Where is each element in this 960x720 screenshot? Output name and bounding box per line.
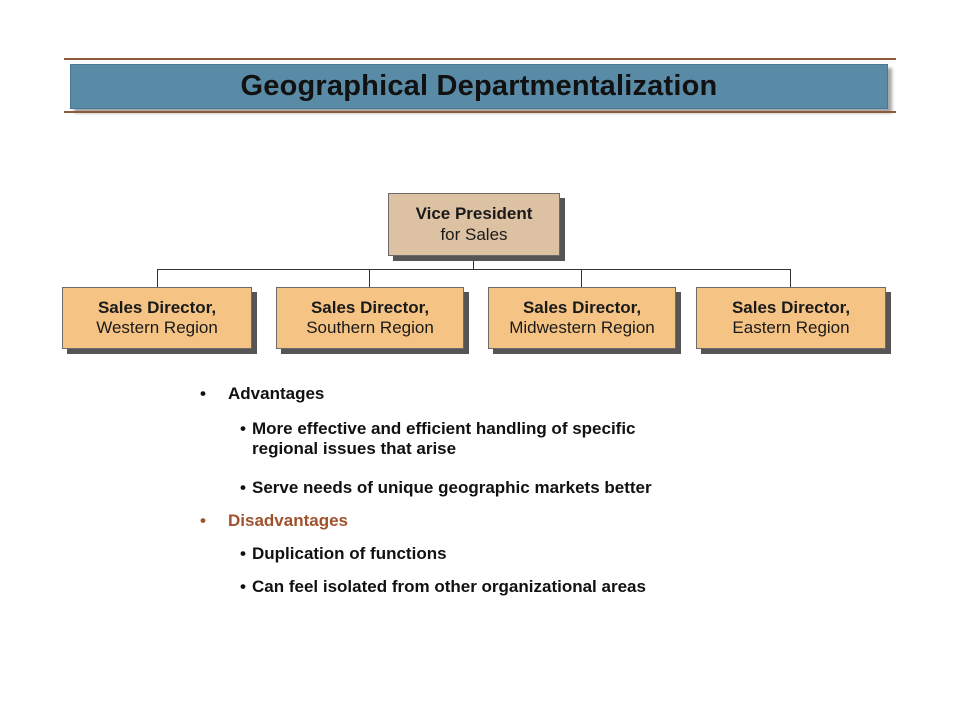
title-bar (70, 64, 888, 109)
bullet-disadvantages (200, 511, 348, 531)
slide-title: Geographical Departmentalization (240, 70, 718, 102)
connector-horizontal (157, 269, 791, 270)
bullet-heading: Advantages (228, 384, 325, 403)
bullet-dot: • (240, 577, 246, 596)
org-box-western (62, 287, 252, 349)
bullet-text: Duplication of functions (252, 544, 447, 563)
bullet-text-continued: regional issues that arise (252, 439, 457, 458)
title-top-rule (64, 58, 896, 60)
connector-east (790, 269, 791, 287)
bullet-dot: • (240, 544, 246, 563)
bullet-dot: • (240, 478, 246, 497)
title-bottom-rule (64, 111, 896, 113)
org-box-line1: Sales Director, (731, 297, 851, 317)
org-box-eastern (696, 287, 886, 349)
org-box-line1: Sales Director, (522, 297, 642, 317)
bullet-disadvantage-item (240, 577, 646, 597)
org-box-line1: Sales Director, (310, 297, 430, 317)
org-box-line2: Southern Region (306, 318, 434, 337)
connector-midwest (581, 269, 582, 287)
bullet-disadvantage-item (240, 544, 447, 564)
org-box-line2: Eastern Region (732, 318, 850, 337)
bullet-heading: Disadvantages (228, 511, 348, 530)
org-box-line2: for Sales (440, 224, 508, 244)
bullet-text: Can feel isolated from other organizational areas (252, 577, 646, 596)
connector-south (369, 269, 370, 287)
org-box-line2: Midwestern Region (509, 318, 655, 337)
connector-west (157, 269, 158, 287)
bullet-dot: • (200, 511, 206, 530)
bullet-text: More effective and efficient handling of specific (252, 419, 636, 438)
bullet-advantage-item (240, 478, 652, 498)
bullet-advantages (200, 384, 324, 404)
org-box-midwestern (488, 287, 676, 349)
org-box-line1: Sales Director, (97, 297, 217, 317)
bullet-text: Serve needs of unique geographic markets better (252, 478, 652, 497)
bullet-dot: • (200, 384, 206, 403)
org-box-line1: Vice President (415, 204, 533, 224)
bullet-advantage-item (240, 419, 636, 459)
bullet-dot: • (240, 419, 246, 438)
org-box-line2: Western Region (96, 318, 218, 337)
org-box-southern (276, 287, 464, 349)
org-box-vice-president (388, 193, 560, 256)
connector-vp-down (473, 256, 474, 270)
